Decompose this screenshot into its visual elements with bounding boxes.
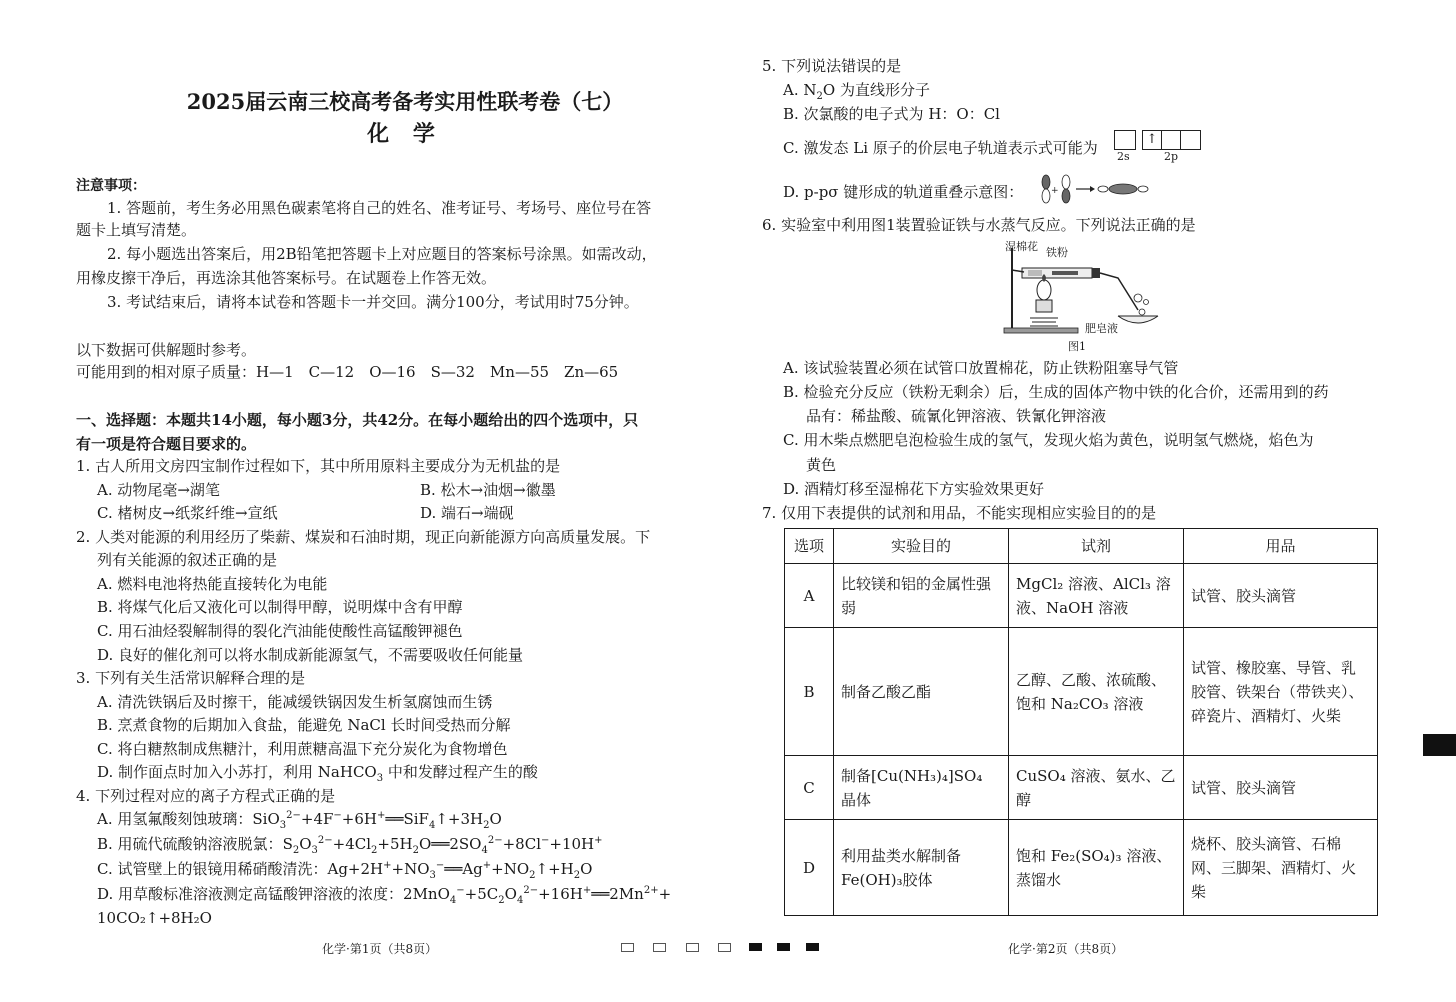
q4-stem: 4. 下列过程对应的离子方程式正确的是 — [76, 787, 336, 805]
footer-page-2: 化学·第2页（共8页） — [1008, 942, 1124, 956]
orbital-2p-box — [1142, 130, 1201, 150]
q6-option-b-1: B. 检验充分反应（铁粉无剩余）后，生成的固体产物中铁的化合价，还需用到的药 — [783, 383, 1329, 401]
q7-row-option: B — [785, 628, 834, 756]
q5-option-c: C. 激发态 Li 原子的价层电子轨道表示式可能为 — [783, 139, 1098, 157]
notice-line-4: 用橡皮擦干净后，再选涂其他答案标号。在试题卷上作答无效。 — [76, 269, 497, 287]
q3-option-a: A. 清洗铁锅后及时擦干，能减缓铁锅因发生析氢腐蚀而生锈 — [97, 693, 493, 711]
figure-label-wet-cotton: 湿棉花 — [1005, 240, 1038, 253]
q4-option-d: D. 用草酸标准溶液测定高锰酸钾溶液的浓度：$2MnO_4^-+5C_2O_4^{2-}+16H^+══2Mn^{2+}+$ — [97, 885, 672, 906]
page-title: 2025届云南三校高考备考实用性联考卷（七） — [186, 89, 624, 114]
q5-option-b: B. 次氯酸的电子式为 H：O：Cl — [783, 105, 1000, 123]
q5-option-d: D. p-pσ 键形成的轨道重叠示意图： — [783, 183, 1024, 201]
q6-stem: 6. 实验室中利用图1装置验证铁与水蒸气反应。下列说法正确的是 — [762, 216, 1196, 234]
q3-option-d-sub: 3 — [376, 773, 384, 784]
notice-line-1: 1. 答题前，考生务必用黑色碳素笔将自己的姓名、准考证号、考场号、座位号在答 — [107, 199, 652, 217]
orbital-2p-cell-2 — [1162, 131, 1181, 149]
q7-row-purpose: 制备[Cu(NH₃)₄]SO₄ 晶体 — [834, 756, 1009, 820]
reference-intro: 以下数据可供解题时参考。 — [76, 341, 257, 359]
orbital-2p-label: 2p — [1164, 150, 1179, 163]
q7-row-items: 烧杯、胶头滴管、石棉网、三脚架、酒精灯、火柴 — [1184, 820, 1378, 916]
footer-marker-hollow — [718, 943, 731, 952]
table-row — [785, 628, 1378, 756]
orbital-2p-cell-1: ↑ — [1143, 131, 1162, 149]
q1-option-b: B. 松木→油烟→徽墨 — [420, 481, 556, 499]
q3-option-d-post: 中和发酵过程产生的酸 — [383, 763, 538, 781]
q7-row-reagent: 乙醇、乙酸、浓硫酸、饱和 Na₂CO₃ 溶液 — [1009, 628, 1184, 756]
q7-header-option: 选项 — [785, 529, 834, 564]
q3-option-d-pre: D. 制作面点时加入小苏打，利用 NaHCO — [97, 763, 377, 781]
q7-row-reagent: 饱和 Fe₂(SO₄)₃ 溶液、蒸馏水 — [1009, 820, 1184, 916]
q4-option-b-label: B. 用硫代硫酸钠溶液脱氯： — [97, 835, 283, 853]
q2-option-d: D. 良好的催化剂可以将水制成新能源氢气，不需要吸收任何能量 — [97, 646, 524, 664]
p-p-sigma-overlap-diagram — [1036, 174, 1154, 204]
q7-stem: 7. 仅用下表提供的试剂和用品，不能实现相应实验目的的是 — [762, 504, 1157, 522]
figure-caption: 图1 — [1068, 340, 1086, 353]
footer-marker-hollow — [653, 943, 666, 952]
footer-marker-hollow — [686, 943, 699, 952]
figure-label-soap-solution: 肥皂液 — [1085, 322, 1118, 335]
q4-option-d-label: D. 用草酸标准溶液测定高锰酸钾溶液的浓度： — [97, 885, 404, 903]
q6-option-b-2: 品有：稀盐酸、硫氰化钾溶液、铁氰化钾溶液 — [806, 407, 1107, 425]
q2-stem-1: 2. 人类对能源的利用经历了柴薪、煤炭和石油时期，现正向新能源方向高质量发展。下 — [76, 528, 651, 546]
q7-row-option: A — [785, 564, 834, 628]
notice-line-3: 2. 每小题选出答案后，用2B铅笔把答题卡上对应题目的答案标号涂黑。如需改动， — [107, 245, 657, 263]
table-row — [785, 756, 1378, 820]
q4-option-c: C. 试管壁上的银镜用稀硝酸清洗：$Ag+2H^++NO_3^-══Ag^++NO_2↑+H_2O$ — [97, 860, 593, 881]
reference-masses: 可能用到的相对原子质量：H—1 C—12 O—16 S—32 Mn—55 Zn—65 — [76, 363, 619, 381]
section-heading-1: 一、选择题：本题共14小题，每小题3分，共42分。在每小题给出的四个选项中，只 — [76, 411, 639, 429]
table-row — [785, 564, 1378, 628]
q4-option-d-cont: 10CO₂↑+8H₂O — [97, 909, 212, 927]
figure-label-iron-powder: 铁粉 — [1046, 246, 1068, 259]
q7-row-items: 试管、胶头滴管 — [1184, 564, 1378, 628]
notice-line-5: 3. 考试结束后，请将本试卷和答题卡一并交回。满分100分，考试用时75分钟。 — [107, 293, 639, 311]
q7-header-purpose: 实验目的 — [834, 529, 1009, 564]
svg-text:+: + — [1051, 186, 1059, 196]
orbital-2s-box — [1114, 130, 1136, 150]
q7-row-purpose: 比较镁和铝的金属性强弱 — [834, 564, 1009, 628]
q7-table — [784, 528, 1378, 916]
notice-line-2: 题卡上填写清楚。 — [76, 221, 197, 239]
table-row — [785, 820, 1378, 916]
q6-option-d: D. 酒精灯移至湿棉花下方实验效果更好 — [783, 480, 1045, 498]
q5-option-a — [783, 80, 930, 100]
footer-marker-filled — [777, 943, 790, 951]
q1-option-c: C. 楮树皮→纸浆纤维→宣纸 — [97, 504, 278, 522]
page-edge-marker — [1423, 734, 1456, 756]
footer-marker-hollow — [621, 943, 634, 952]
section-heading-2: 有一项是符合题目要求的。 — [76, 435, 257, 453]
subject-title: 化 学 — [367, 121, 443, 147]
q1-option-d: D. 端石→端砚 — [420, 504, 514, 522]
orbital-2s-label: 2s — [1117, 150, 1130, 163]
q6-option-a: A. 该试验装置必须在试管口放置棉花，防止铁粉阻塞导气管 — [783, 359, 1179, 377]
q2-option-c: C. 用石油烃裂解制得的裂化汽油能使酸性高锰酸钾褪色 — [97, 622, 463, 640]
q4-option-b: B. 用硫代硫酸钠溶液脱氯：$S_2O_3^{2-}+4Cl_2+5H_2O══2SO_4^{2-}+8Cl^-+10H^+$ — [97, 835, 603, 856]
q5-option-a-pre: A. N — [783, 81, 817, 99]
notice-heading: 注意事项： — [76, 178, 146, 194]
q3-option-b: B. 烹煮食物的后期加入食盐，能避免 NaCl 长时间受热而分解 — [97, 716, 511, 734]
q7-row-reagent: MgCl₂ 溶液、AlCl₃ 溶液、NaOH 溶液 — [1009, 564, 1184, 628]
q7-row-items: 试管、橡胶塞、导管、乳胶管、铁架台（带铁夹）、碎瓷片、酒精灯、火柴 — [1184, 628, 1378, 756]
q2-option-a: A. 燃料电池将热能直接转化为电能 — [97, 575, 328, 593]
q4-option-a-label: A. 用氢氟酸刻蚀玻璃： — [97, 810, 253, 828]
footer-page-1: 化学·第1页（共8页） — [322, 942, 438, 956]
q7-header-reagent: 试剂 — [1009, 529, 1184, 564]
q5-option-a-post: O 为直线形分子 — [822, 81, 930, 99]
q7-row-purpose: 制备乙酸乙酯 — [834, 628, 1009, 756]
q7-row-option: C — [785, 756, 834, 820]
q1-stem: 1. 古人所用文房四宝制作过程如下，其中所用原料主要成分为无机盐的是 — [76, 457, 561, 475]
footer-marker-filled — [806, 943, 819, 951]
q7-row-items: 试管、胶头滴管 — [1184, 756, 1378, 820]
q5-stem: 5. 下列说法错误的是 — [762, 57, 902, 75]
q3-option-c: C. 将白糖熬制成焦糖汁，利用蔗糖高温下充分炭化为食物增色 — [97, 740, 508, 758]
q2-stem-2: 列有关能源的叙述正确的是 — [97, 551, 278, 569]
q4-option-a: A. 用氢氟酸刻蚀玻璃：$SiO_3^{2-}+4F^-+6H^+══SiF_4↑+3H_2O$ — [97, 810, 502, 831]
q7-row-option: D — [785, 820, 834, 916]
q7-table-header — [785, 529, 1378, 564]
q3-option-d — [97, 762, 538, 782]
footer-marker-filled — [749, 943, 762, 951]
q4-option-c-label: C. 试管壁上的银镜用稀硝酸清洗： — [97, 860, 328, 878]
q3-stem: 3. 下列有关生活常识解释合理的是 — [76, 669, 306, 687]
q7-row-reagent: CuSO₄ 溶液、氨水、乙醇 — [1009, 756, 1184, 820]
q1-option-a: A. 动物尾毫→湖笔 — [97, 481, 220, 499]
q7-row-purpose: 利用盐类水解制备 Fe(OH)₃胶体 — [834, 820, 1009, 916]
q2-option-b: B. 将煤气化后又液化可以制得甲醇，说明煤中含有甲醇 — [97, 598, 463, 616]
q7-header-items: 用品 — [1184, 529, 1378, 564]
q6-option-c-1: C. 用木柴点燃肥皂泡检验生成的氢气，发现火焰为黄色，说明氢气燃烧，焰色为 — [783, 431, 1314, 449]
q6-option-c-2: 黄色 — [806, 456, 837, 474]
q5-option-a-sub: 2 — [816, 91, 823, 102]
